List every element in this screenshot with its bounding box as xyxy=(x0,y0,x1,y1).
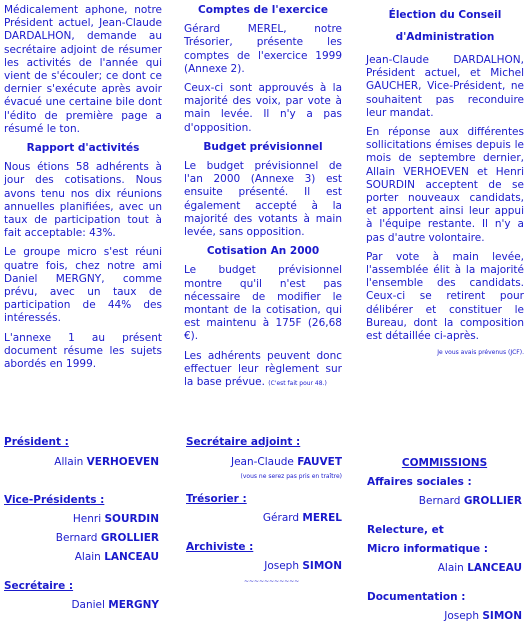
secretaire-name: Daniel MERGNY xyxy=(71,599,159,611)
roster-left xyxy=(4,436,159,612)
election-paragraph-2: En réponse aux différentes sollicitations émises depuis le mois de septembre dernier, Allain VERHOEVEN et Henri SOURDIN acceptent de se porter nouveaux candidats, et apportent ainsi leur appui à l'équipe restante. Il n'y a pas d'autre volontaire. xyxy=(366,126,524,244)
heading-rapport-activites: Rapport d'activités xyxy=(26,142,140,155)
vice-presidents-label: Vice-Présidents : xyxy=(4,494,105,506)
president-name: Allain VERHOEVEN xyxy=(54,456,159,468)
column-2 xyxy=(184,4,342,395)
column-1 xyxy=(4,4,162,377)
cotisation-text: Les adhérents peuvent donc effectuer leur règlement sur la base prévue. xyxy=(184,349,342,389)
tresorier-name: Gérard MEREL xyxy=(262,512,342,524)
election-paragraph-3: Par vote à main levée, l'assemblée élit à la majorité l'ensemble des candidats. Ceux-ci se retirent pour délibérer et constituer le Bureau, dont la composition est détaillée ci-après. xyxy=(366,250,524,343)
election-note: Je vous avais prévenus (JCF). xyxy=(437,349,524,357)
heading-election-conseil: Élection du Conseil d'Administration xyxy=(388,9,502,43)
vice-president-2: Bernard GROLLIER xyxy=(55,532,159,544)
cotisation-paragraph-1: Le budget prévisionnel montre qu'il n'est pas nécessaire de modifier le montant de la cotisation, qui est maintenu à 175F (26,68 €). xyxy=(184,264,342,343)
column-3 xyxy=(366,4,524,357)
secretaire-label: Secrétaire : xyxy=(4,580,74,592)
cotisation-note: (C'est fait pour 48.) xyxy=(268,380,327,388)
budget-paragraph: Le budget prévisionnel de l'an 2000 (Annexe 3) est ensuite présenté. Il est également accepté à la majorité des votants à main levée, sans opposition. xyxy=(184,160,342,239)
comptes-paragraph-2: Ceux-ci sont approuvés à la majorité des voix, par vote à main levée. Il n'y a pas d'opposition. xyxy=(184,82,342,134)
heading-comptes-exercice: Comptes de l'exercice xyxy=(198,4,328,16)
relecture-label: Relecture, et xyxy=(367,524,444,536)
archiviste-name: Joseph SIMON xyxy=(264,560,342,572)
secretaire-adjoint-label: Secrétaire adjoint : xyxy=(186,436,301,448)
roster-middle xyxy=(186,436,342,588)
intro-paragraph: Médicalement aphone, notre Président actuel, Jean-Claude DARDALHON, demande au secrétaire adjoint de résumer les activités de l'année qui vient de s'écouler; ce dont ce dernier s'exécute après avoir évacué une certaine bile dont l'édito de première page a résumé le ton. xyxy=(4,4,162,135)
election-paragraph-1: Jean-Claude DARDALHON, Président actuel, et Michel GAUCHER, Vice-Président, ne souhaitent pas reconduire leur mandat. xyxy=(366,54,524,119)
micro-informatique-label: Micro informatique : xyxy=(367,543,488,555)
documentation-name: Joseph SIMON xyxy=(444,610,522,622)
vice-president-1: Henri SOURDIN xyxy=(72,513,159,525)
commissions-title: COMMISSIONS xyxy=(401,457,488,469)
vice-president-3: Alain LANCEAU xyxy=(74,551,159,563)
rapport-paragraph-1: Nous étions 58 adhérents à jour des cotisations. Nous avons tenu nos dix réunions annuelles planifiées, avec un taux de participation tout à fait acceptable: 43%. xyxy=(4,161,162,240)
archiviste-label: Archiviste : xyxy=(186,541,254,553)
micro-informatique-name: Alain LANCEAU xyxy=(437,562,522,574)
documentation-label: Documentation : xyxy=(367,591,466,603)
decorative-dashes: ~~~~~~~~~~~ xyxy=(244,578,300,585)
heading-budget-previsionnel: Budget prévisionnel xyxy=(203,140,323,153)
rapport-paragraph-3: L'annexe 1 au présent document résume les sujets abordés en 1999. xyxy=(4,331,162,371)
roster-right xyxy=(367,457,522,623)
president-label: Président : xyxy=(4,436,69,448)
heading-cotisation: Cotisation An 2000 xyxy=(206,245,320,258)
tresorier-label: Trésorier : xyxy=(186,493,247,505)
cotisation-paragraph-2 xyxy=(184,350,342,390)
secretaire-adjoint-note: (vous ne serez pas pris en traître) xyxy=(240,473,342,480)
rapport-paragraph-2: Le groupe micro s'est réuni quatre fois, chez notre ami Daniel MERGNY, comme prévu, avec un taux de participation de 44% des intéressés. xyxy=(4,246,162,325)
comptes-paragraph-1: Gérard MEREL, notre Trésorier, présente les comptes de l'exercice 1999 (Annexe 2). xyxy=(184,23,342,75)
affaires-sociales-name: Bernard GROLLIER xyxy=(418,495,522,507)
secretaire-adjoint-name: Jean-Claude FAUVET xyxy=(230,456,342,468)
affaires-sociales-label: Affaires sociales : xyxy=(367,476,472,488)
